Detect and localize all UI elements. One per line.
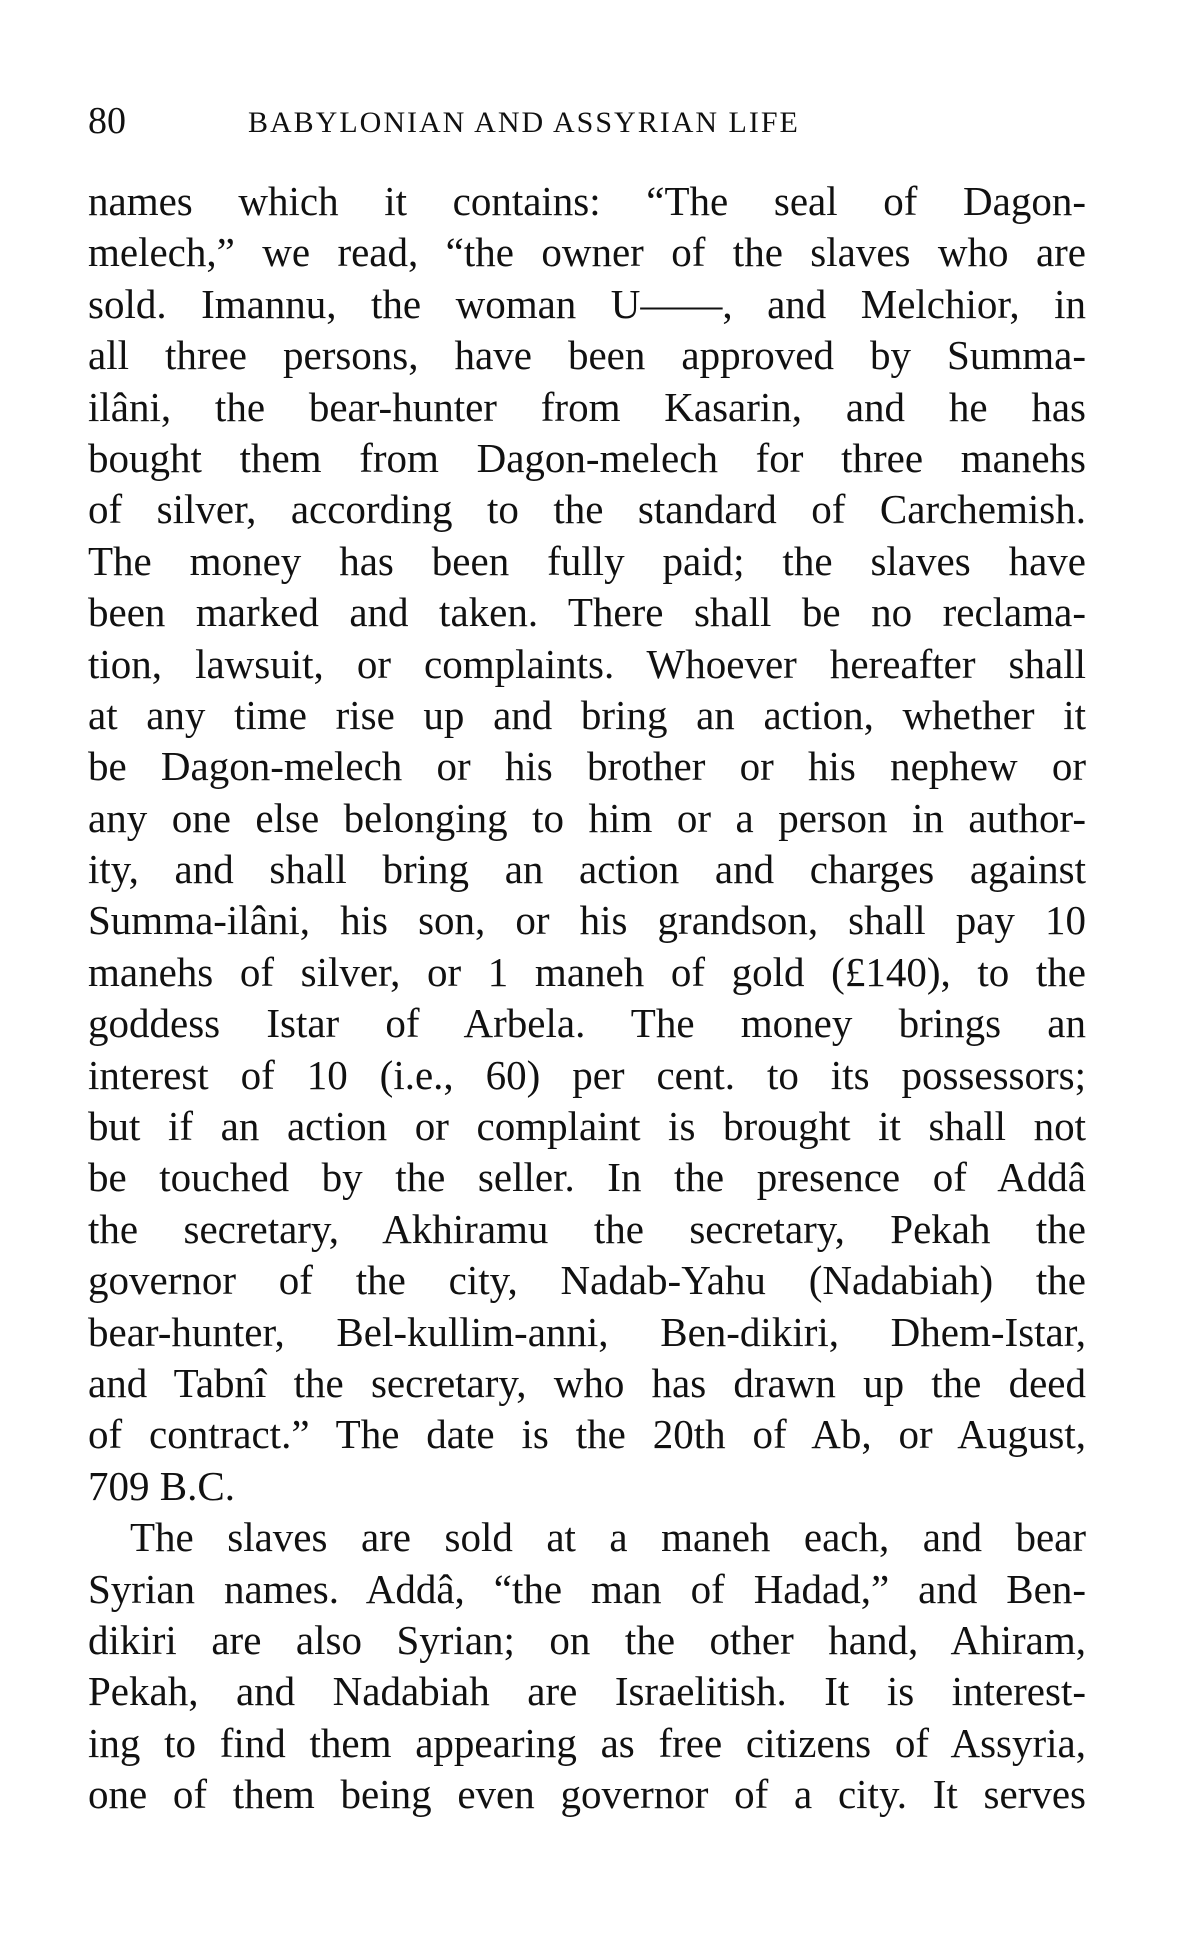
text-line: goddess Istar of Arbela. The money brings an bbox=[88, 1000, 1086, 1047]
text-line: been marked and taken. There shall be no reclama- bbox=[88, 589, 1086, 636]
running-title: BABYLONIAN AND ASSYRIAN LIFE bbox=[248, 106, 800, 139]
text-line: all three persons, have been approved by Summa- bbox=[88, 332, 1086, 379]
text-line: bought them from Dagon-melech for three manehs bbox=[88, 434, 1086, 481]
text-line: and Tabnî the secretary, who has drawn up the deed bbox=[88, 1359, 1086, 1406]
text-line: dikiri are also Syrian; on the other hand, Ahiram, bbox=[88, 1616, 1086, 1663]
text-line: but if an action or complaint is brought it shall not bbox=[88, 1103, 1086, 1150]
text-line: manehs of silver, or 1 maneh of gold (£140), to the bbox=[88, 948, 1086, 995]
text-line: Summa-ilâni, his son, or his grandson, shall pay 10 bbox=[88, 897, 1086, 944]
text-line: ity, and shall bring an action and charges against bbox=[88, 846, 1086, 893]
text-line: of silver, according to the standard of Carchemish. bbox=[88, 486, 1086, 533]
text-line: Pekah, and Nadabiah are Israelitish. It is interest- bbox=[88, 1668, 1086, 1715]
text-line: the secretary, Akhiramu the secretary, Pekah the bbox=[88, 1205, 1086, 1252]
text-line: The money has been fully paid; the slaves have bbox=[88, 537, 1086, 584]
text-line: tion, lawsuit, or complaints. Whoever hereafter shall bbox=[88, 640, 1086, 687]
text-line: any one else belonging to him or a person in author- bbox=[88, 794, 1086, 841]
text-line: interest of 10 (i.e., 60) per cent. to its possessors; bbox=[88, 1051, 1086, 1098]
text-line: The slaves are sold at a maneh each, and bear bbox=[130, 1514, 1086, 1561]
text-line: names which it contains: “The seal of Dagon- bbox=[88, 178, 1086, 224]
text-line: be touched by the seller. In the presence of Addâ bbox=[88, 1154, 1086, 1201]
text-line: melech,” we read, “the owner of the slaves who are bbox=[88, 229, 1086, 276]
text-line: at any time rise up and bring an action, whether it bbox=[88, 691, 1086, 738]
running-head bbox=[88, 96, 1088, 146]
text-line: Syrian names. Addâ, “the man of Hadad,” and Ben- bbox=[88, 1565, 1086, 1612]
text-line: be Dagon-melech or his brother or his nephew or bbox=[88, 743, 1086, 790]
text-line: ing to find them appearing as free citizens of Assyria, bbox=[88, 1719, 1086, 1766]
text-line: of contract.” The date is the 20th of Ab, or August, bbox=[88, 1411, 1086, 1458]
body-text bbox=[88, 176, 1086, 1821]
text-line: governor of the city, Nadab-Yahu (Nadabiah) the bbox=[88, 1257, 1086, 1304]
text-line: one of them being even governor of a city. It serves bbox=[88, 1771, 1086, 1818]
text-line: 709 B.C. bbox=[88, 1462, 235, 1509]
text-line: sold. Imannu, the woman U——, and Melchior, in bbox=[88, 280, 1086, 327]
text-line: ilâni, the bear-hunter from Kasarin, and he has bbox=[88, 383, 1086, 430]
text-line: bear-hunter, Bel-kullim-anni, Ben-dikiri, Dhem-Istar, bbox=[88, 1308, 1086, 1355]
page-number: 80 bbox=[88, 100, 126, 142]
